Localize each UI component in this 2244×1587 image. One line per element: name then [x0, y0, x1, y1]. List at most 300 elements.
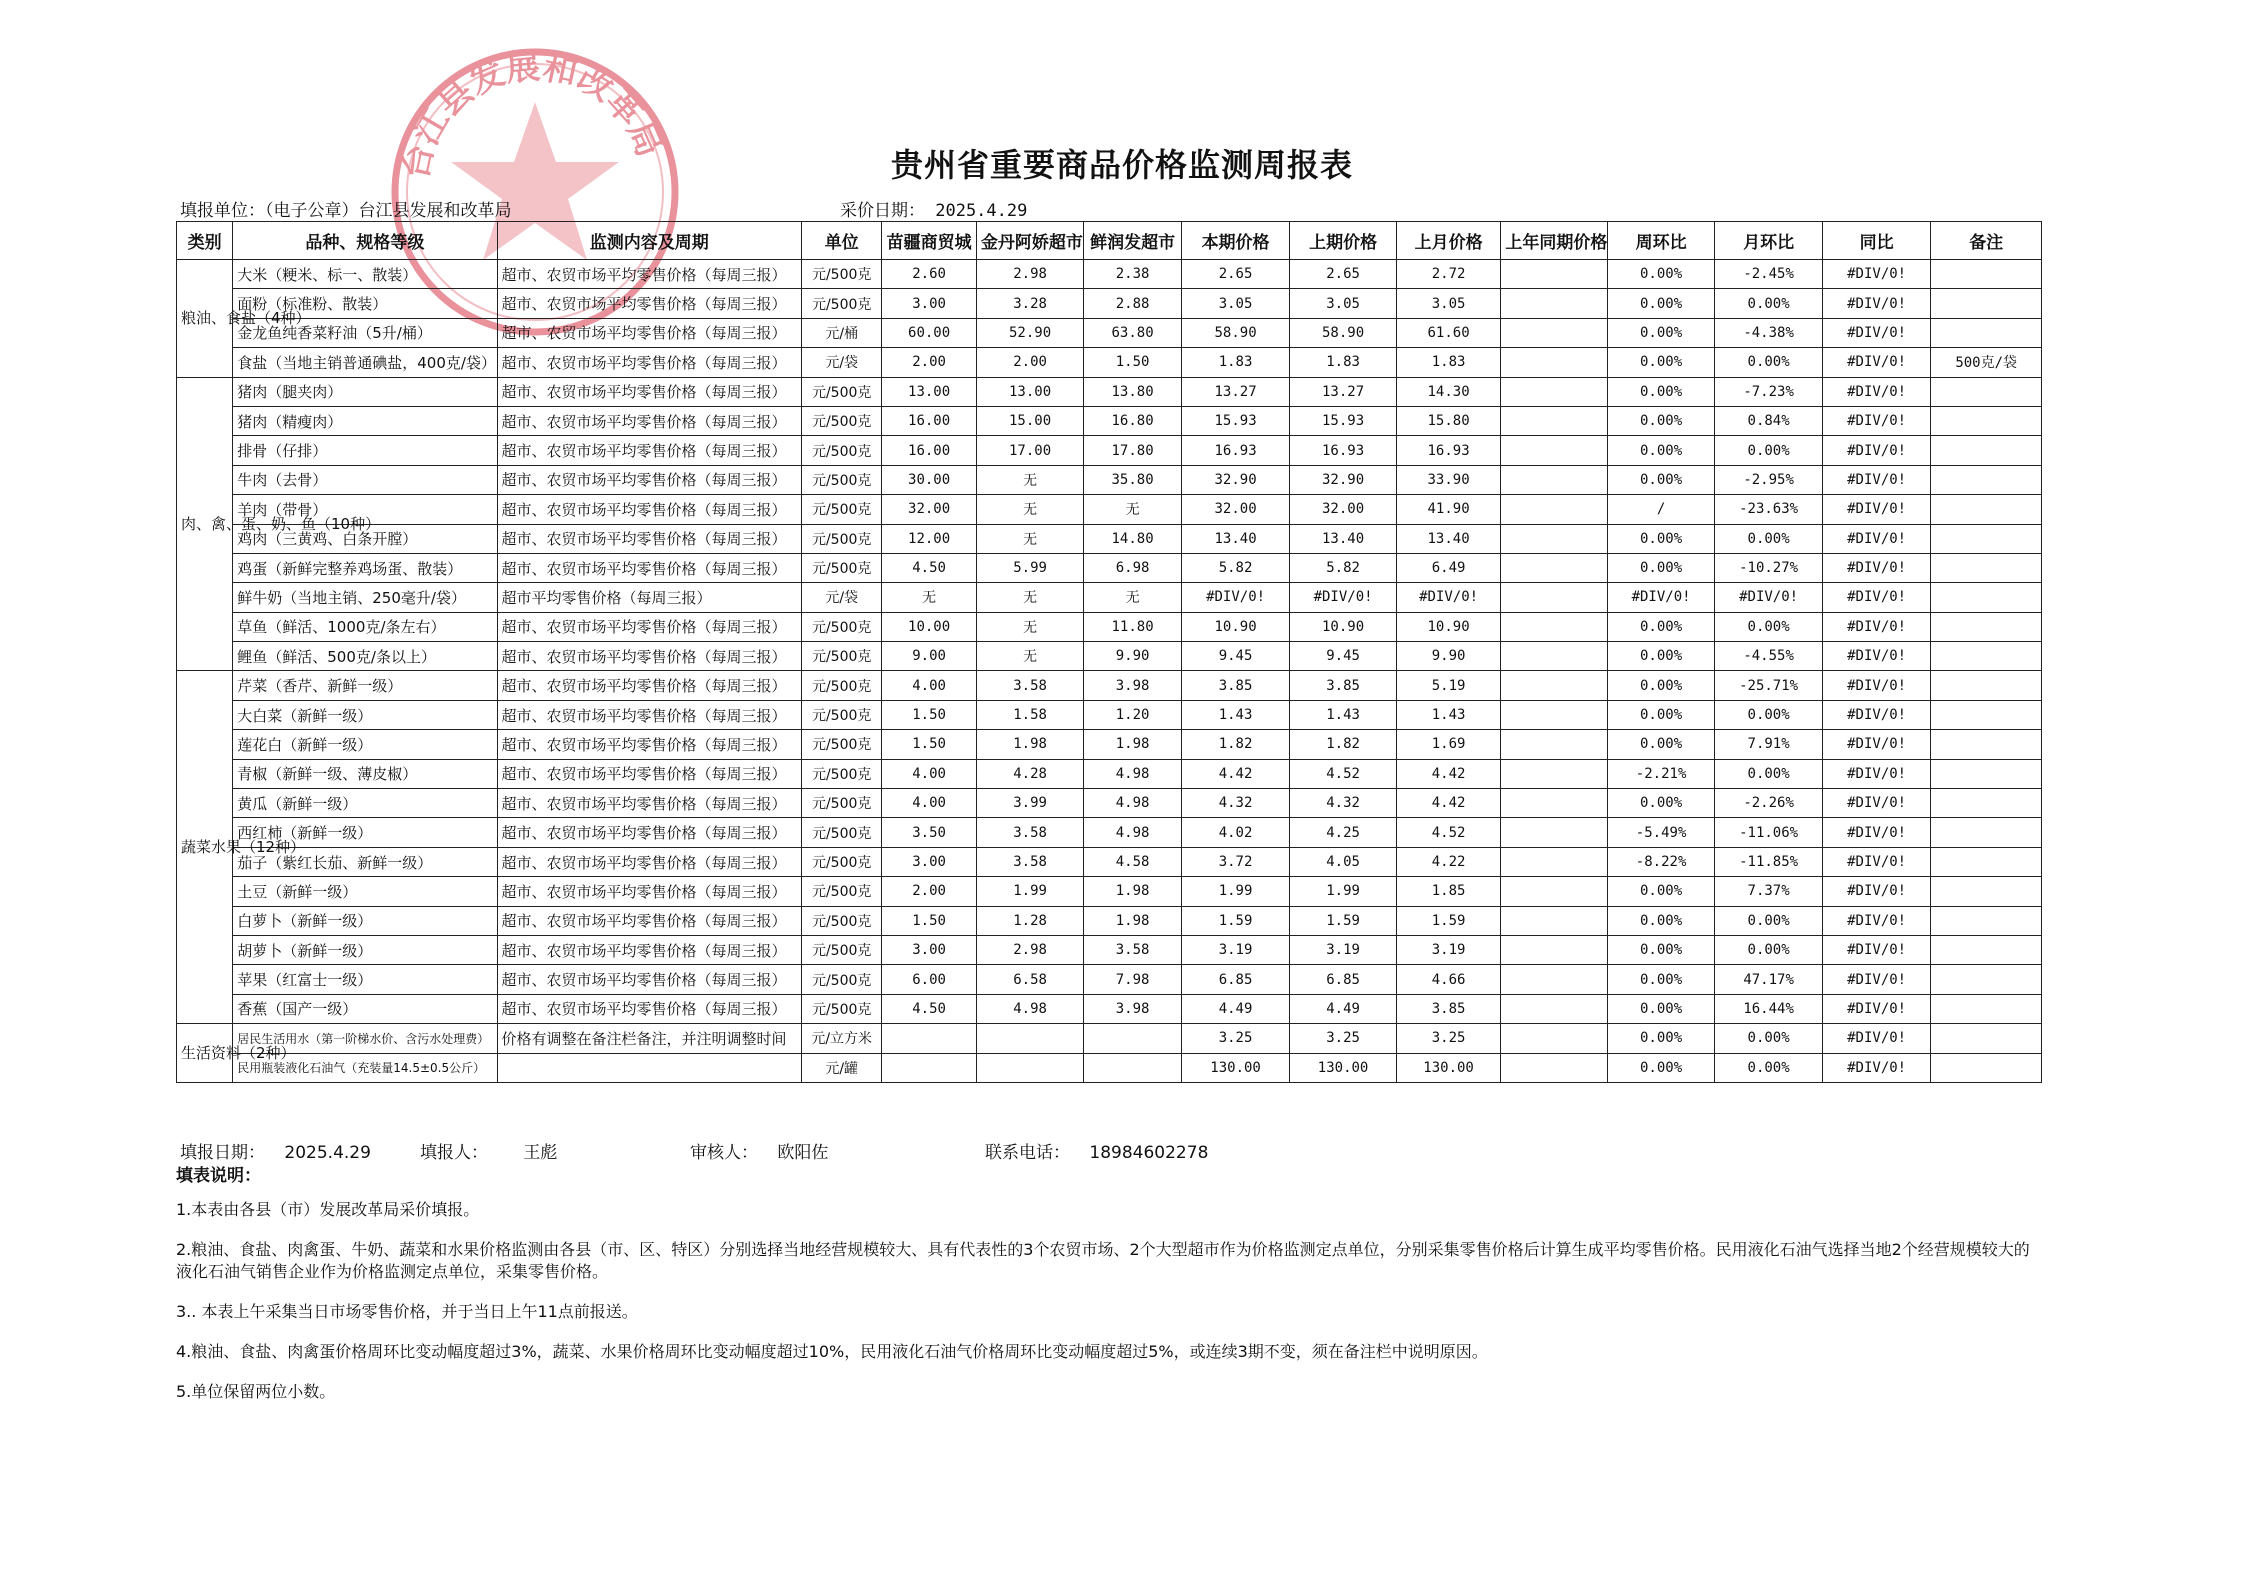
item-name: 苹果（红富士一级） [233, 965, 497, 994]
price-market-3: 1.20 [1084, 700, 1181, 729]
unit: 元/500克 [802, 847, 882, 876]
last-month-price: 5.19 [1396, 671, 1501, 700]
last-month-price: 1.69 [1396, 730, 1501, 759]
last-year-price [1501, 553, 1608, 582]
current-price: 13.27 [1181, 377, 1290, 406]
unit: 元/500克 [802, 818, 882, 847]
week-change: 0.00% [1607, 524, 1715, 553]
table-row [177, 289, 2042, 318]
price-market-3: 1.50 [1084, 348, 1181, 377]
remarks [1931, 994, 2042, 1023]
price-market-2: 3.99 [976, 789, 1084, 818]
instruction-item: 1.本表由各县（市）发展改革局采价填报。 [176, 1200, 480, 1219]
year-change: #DIV/0! [1822, 318, 1931, 347]
item-name: 鲜牛奶（当地主销、250毫升/袋） [233, 583, 497, 612]
month-change: -2.95% [1715, 465, 1823, 494]
month-change: -10.27% [1715, 553, 1823, 582]
price-market-3: 7.98 [1084, 965, 1181, 994]
unit: 元/500克 [802, 495, 882, 524]
year-change: #DIV/0! [1822, 965, 1931, 994]
price-market-2: 17.00 [976, 436, 1084, 465]
last-month-price: 14.30 [1396, 377, 1501, 406]
page-title: 贵州省重要商品价格监测周报表 [890, 146, 1353, 184]
item-name: 青椒（新鲜一级、薄皮椒） [233, 759, 497, 788]
current-price: 32.00 [1181, 495, 1290, 524]
previous-price: 4.49 [1290, 994, 1397, 1023]
table-row [177, 877, 2042, 906]
last-year-price [1501, 847, 1608, 876]
price-market-2: 1.99 [976, 877, 1084, 906]
item-name: 西红柿（新鲜一级） [233, 818, 497, 847]
price-market-2: 3.58 [976, 671, 1084, 700]
monitor-content: 超市平均零售价格（每周三报） [497, 583, 801, 612]
remarks [1931, 406, 2042, 435]
unit: 元/立方米 [802, 1024, 882, 1053]
table-row [177, 348, 2042, 377]
month-change: 0.00% [1715, 906, 1823, 935]
table-row [177, 759, 2042, 788]
unit: 元/500克 [802, 994, 882, 1023]
col-month-change: 月环比 [1715, 222, 1823, 260]
col-market-3: 鲜润发超市 [1084, 222, 1181, 260]
price-market-1: 12.00 [882, 524, 976, 553]
table-header-row [177, 222, 2042, 260]
last-month-price: 3.85 [1396, 994, 1501, 1023]
previous-price: 13.40 [1290, 524, 1397, 553]
instruction-item: 4.粮油、食盐、肉禽蛋价格周环比变动幅度超过3%，蔬菜、水果价格周环比变动幅度超过10%，民用液化石油气价格周环比变动幅度超过5%，或连续3期不变，须在备注栏中说明原因。 [176, 1342, 1488, 1361]
previous-price: 4.25 [1290, 818, 1397, 847]
price-market-3: 无 [1084, 583, 1181, 612]
unit: 元/500克 [802, 935, 882, 964]
price-market-3: 4.98 [1084, 818, 1181, 847]
last-year-price [1501, 612, 1608, 641]
previous-price: 1.59 [1290, 906, 1397, 935]
previous-price: 2.65 [1290, 260, 1397, 289]
footer-phone [985, 1138, 1208, 1163]
previous-price: 32.90 [1290, 465, 1397, 494]
month-change: 0.00% [1715, 612, 1823, 641]
unit: 元/袋 [802, 348, 882, 377]
monitor-content: 超市、农贸市场平均零售价格（每周三报） [497, 260, 801, 289]
remarks [1931, 465, 2042, 494]
last-month-price: 1.83 [1396, 348, 1501, 377]
month-change: -11.85% [1715, 847, 1823, 876]
remarks [1931, 289, 2042, 318]
current-price: 1.82 [1181, 730, 1290, 759]
reviewer-value: 欧阳佐 [777, 1143, 829, 1163]
unit: 元/500克 [802, 436, 882, 465]
last-month-price: 3.05 [1396, 289, 1501, 318]
year-change: #DIV/0! [1822, 406, 1931, 435]
previous-price: 5.82 [1290, 553, 1397, 582]
monitor-content: 超市、农贸市场平均零售价格（每周三报） [497, 935, 801, 964]
remarks [1931, 965, 2042, 994]
item-name: 芹菜（香芹、新鲜一级） [233, 671, 497, 700]
last-year-price [1501, 730, 1608, 759]
previous-price: 1.82 [1290, 730, 1397, 759]
price-market-3: 35.80 [1084, 465, 1181, 494]
week-change: 0.00% [1607, 877, 1715, 906]
table-row [177, 1053, 2042, 1082]
current-price: 4.42 [1181, 759, 1290, 788]
table-row [177, 377, 2042, 406]
current-price: 3.05 [1181, 289, 1290, 318]
month-change: -4.55% [1715, 642, 1823, 671]
unit: 元/500克 [802, 671, 882, 700]
fill-date-label: 填报日期： [180, 1143, 265, 1163]
svg-text:台江县发展和改革局: 台江县发展和改革局 [395, 46, 670, 183]
week-change: 0.00% [1607, 260, 1715, 289]
footer-filler [420, 1138, 557, 1163]
remarks [1931, 495, 2042, 524]
item-name: 黄瓜（新鲜一级） [233, 789, 497, 818]
week-change: 0.00% [1607, 436, 1715, 465]
last-month-price: 4.42 [1396, 789, 1501, 818]
last-year-price [1501, 377, 1608, 406]
monitor-content: 超市、农贸市场平均零售价格（每周三报） [497, 348, 801, 377]
unit: 元/桶 [802, 318, 882, 347]
last-month-price: 4.66 [1396, 965, 1501, 994]
price-market-2: 15.00 [976, 406, 1084, 435]
month-change: 0.84% [1715, 406, 1823, 435]
unit: 元/500克 [802, 406, 882, 435]
week-change: 0.00% [1607, 642, 1715, 671]
last-month-price: 15.80 [1396, 406, 1501, 435]
col-remarks: 备注 [1931, 222, 2042, 260]
last-month-price: 3.25 [1396, 1024, 1501, 1053]
week-change: 0.00% [1607, 289, 1715, 318]
week-change: 0.00% [1607, 377, 1715, 406]
instructions-heading: 填表说明： [176, 1166, 261, 1186]
price-market-1: 1.50 [882, 906, 976, 935]
current-price: 15.93 [1181, 406, 1290, 435]
price-market-3: 9.90 [1084, 642, 1181, 671]
last-year-price [1501, 700, 1608, 729]
last-year-price [1501, 1024, 1608, 1053]
last-year-price [1501, 789, 1608, 818]
price-market-1: 3.00 [882, 847, 976, 876]
item-name: 鸡肉（三黄鸡、白条开膛） [233, 524, 497, 553]
week-change: 0.00% [1607, 406, 1715, 435]
table-body [177, 260, 2042, 1083]
price-market-3: 1.98 [1084, 877, 1181, 906]
price-market-1: 4.00 [882, 789, 976, 818]
unit: 元/500克 [802, 906, 882, 935]
price-market-3: 2.88 [1084, 289, 1181, 318]
previous-price: 10.90 [1290, 612, 1397, 641]
current-price: 3.72 [1181, 847, 1290, 876]
previous-price: 3.19 [1290, 935, 1397, 964]
monitor-content: 超市、农贸市场平均零售价格（每周三报） [497, 612, 801, 641]
monitor-content: 超市、农贸市场平均零售价格（每周三报） [497, 789, 801, 818]
table-row [177, 495, 2042, 524]
month-change: 0.00% [1715, 289, 1823, 318]
month-change: 0.00% [1715, 436, 1823, 465]
current-price: 1.59 [1181, 906, 1290, 935]
current-price: 4.49 [1181, 994, 1290, 1023]
week-change: 0.00% [1607, 935, 1715, 964]
table-row [177, 789, 2042, 818]
current-price: 5.82 [1181, 553, 1290, 582]
last-year-price [1501, 877, 1608, 906]
week-change: #DIV/0! [1607, 583, 1715, 612]
monitor-content: 超市、农贸市场平均零售价格（每周三报） [497, 436, 801, 465]
current-price: 1.83 [1181, 348, 1290, 377]
last-month-price: 13.40 [1396, 524, 1501, 553]
previous-price: #DIV/0! [1290, 583, 1397, 612]
month-change: 0.00% [1715, 524, 1823, 553]
table-row [177, 994, 2042, 1023]
week-change: 0.00% [1607, 965, 1715, 994]
unit: 元/500克 [802, 877, 882, 906]
footer-fill-date [180, 1138, 371, 1163]
monitor-content: 超市、农贸市场平均零售价格（每周三报） [497, 318, 801, 347]
col-market-1: 苗疆商贸城 [882, 222, 976, 260]
last-year-price [1501, 348, 1608, 377]
category-cell: 粮油、食盐（4种） [177, 260, 233, 378]
current-price: #DIV/0! [1181, 583, 1290, 612]
week-change: 0.00% [1607, 318, 1715, 347]
month-change: -25.71% [1715, 671, 1823, 700]
last-month-price: 3.19 [1396, 935, 1501, 964]
week-change: -5.49% [1607, 818, 1715, 847]
last-year-price [1501, 495, 1608, 524]
week-change: 0.00% [1607, 730, 1715, 759]
year-change: #DIV/0! [1822, 348, 1931, 377]
last-year-price [1501, 436, 1608, 465]
previous-price: 4.52 [1290, 759, 1397, 788]
last-month-price: 1.85 [1396, 877, 1501, 906]
month-change: 0.00% [1715, 1024, 1823, 1053]
week-change: 0.00% [1607, 1053, 1715, 1082]
unit: 元/500克 [802, 759, 882, 788]
month-change: -4.38% [1715, 318, 1823, 347]
item-name: 猪肉（精瘦肉） [233, 406, 497, 435]
monitor-content: 价格有调整在备注栏备注，并注明调整时间 [497, 1024, 801, 1053]
remarks [1931, 730, 2042, 759]
col-unit: 单位 [802, 222, 882, 260]
last-month-price: 6.49 [1396, 553, 1501, 582]
reviewer-label: 审核人： [690, 1143, 758, 1163]
previous-price: 3.85 [1290, 671, 1397, 700]
col-market-2: 金丹阿娇超市 [976, 222, 1084, 260]
previous-price: 15.93 [1290, 406, 1397, 435]
price-market-2: 无 [976, 583, 1084, 612]
remarks [1931, 553, 2042, 582]
category-cell: 蔬菜水果（12种） [177, 671, 233, 1024]
price-market-2: 3.58 [976, 847, 1084, 876]
price-market-3: 3.98 [1084, 671, 1181, 700]
table-row [177, 553, 2042, 582]
unit: 元/罐 [802, 1053, 882, 1082]
previous-price: 1.99 [1290, 877, 1397, 906]
col-monitor: 监测内容及周期 [497, 222, 801, 260]
monitor-content: 超市、农贸市场平均零售价格（每周三报） [497, 818, 801, 847]
table-row [177, 524, 2042, 553]
category-cell: 生活资料（2种） [177, 1024, 233, 1083]
item-name: 食盐（当地主销普通碘盐，400克/袋） [233, 348, 497, 377]
col-item: 品种、规格等级 [233, 222, 497, 260]
previous-price: 4.32 [1290, 789, 1397, 818]
current-price: 9.45 [1181, 642, 1290, 671]
month-change: -2.45% [1715, 260, 1823, 289]
year-change: #DIV/0! [1822, 906, 1931, 935]
table-row [177, 318, 2042, 347]
year-change: #DIV/0! [1822, 994, 1931, 1023]
unit: 元/500克 [802, 553, 882, 582]
phone-value: 18984602278 [1089, 1143, 1209, 1163]
last-year-price [1501, 406, 1608, 435]
current-price: 32.90 [1181, 465, 1290, 494]
week-change: 0.00% [1607, 671, 1715, 700]
month-change: 0.00% [1715, 935, 1823, 964]
week-change: 0.00% [1607, 906, 1715, 935]
price-market-3: 4.98 [1084, 759, 1181, 788]
year-change: #DIV/0! [1822, 289, 1931, 318]
table-row [177, 406, 2042, 435]
price-market-2: 无 [976, 642, 1084, 671]
price-market-2: 6.58 [976, 965, 1084, 994]
monitor-content: 超市、农贸市场平均零售价格（每周三报） [497, 406, 801, 435]
monitor-content: 超市、农贸市场平均零售价格（每周三报） [497, 553, 801, 582]
table-row [177, 642, 2042, 671]
item-name: 民用瓶装液化石油气（充装量14.5±0.5公斤） [233, 1053, 497, 1082]
year-change: #DIV/0! [1822, 465, 1931, 494]
col-year-change: 同比 [1822, 222, 1931, 260]
month-change: -7.23% [1715, 377, 1823, 406]
price-market-1: 16.00 [882, 436, 976, 465]
year-change: #DIV/0! [1822, 847, 1931, 876]
previous-price: 4.05 [1290, 847, 1397, 876]
footer-reviewer [690, 1138, 828, 1163]
unit: 元/500克 [802, 524, 882, 553]
item-name: 猪肉（腿夹肉） [233, 377, 497, 406]
remarks: 500克/袋 [1931, 348, 2042, 377]
year-change: #DIV/0! [1822, 612, 1931, 641]
last-year-price [1501, 906, 1608, 935]
current-price: 4.32 [1181, 789, 1290, 818]
month-change: 0.00% [1715, 700, 1823, 729]
year-change: #DIV/0! [1822, 377, 1931, 406]
week-change: 0.00% [1607, 612, 1715, 641]
price-market-3: 16.80 [1084, 406, 1181, 435]
price-market-1: 1.50 [882, 700, 976, 729]
col-previous: 上期价格 [1290, 222, 1397, 260]
price-market-3 [1084, 1053, 1181, 1082]
current-price: 2.65 [1181, 260, 1290, 289]
previous-price: 58.90 [1290, 318, 1397, 347]
unit: 元/500克 [802, 965, 882, 994]
unit: 元/袋 [802, 583, 882, 612]
year-change: #DIV/0! [1822, 260, 1931, 289]
price-market-1: 4.00 [882, 671, 976, 700]
col-last-month: 上月价格 [1396, 222, 1501, 260]
price-market-3: 3.98 [1084, 994, 1181, 1023]
price-market-1: 无 [882, 583, 976, 612]
price-market-3: 13.80 [1084, 377, 1181, 406]
category-cell: 肉、禽、蛋、奶、鱼（10种） [177, 377, 233, 671]
remarks [1931, 877, 2042, 906]
price-market-2: 2.00 [976, 348, 1084, 377]
item-name: 大米（粳米、标一、散装） [233, 260, 497, 289]
monitor-content: 超市、农贸市场平均零售价格（每周三报） [497, 642, 801, 671]
year-change: #DIV/0! [1822, 583, 1931, 612]
last-year-price [1501, 583, 1608, 612]
price-market-2: 4.28 [976, 759, 1084, 788]
previous-price: 3.25 [1290, 1024, 1397, 1053]
table-row [177, 700, 2042, 729]
table-row [177, 935, 2042, 964]
price-market-1: 30.00 [882, 465, 976, 494]
fill-date-value: 2025.4.29 [284, 1143, 371, 1163]
current-price: 6.85 [1181, 965, 1290, 994]
price-market-1: 3.50 [882, 818, 976, 847]
price-market-1: 13.00 [882, 377, 976, 406]
item-name: 金龙鱼纯香菜籽油（5升/桶） [233, 318, 497, 347]
price-market-1: 10.00 [882, 612, 976, 641]
item-name: 排骨（仔排） [233, 436, 497, 465]
table-row [177, 671, 2042, 700]
price-market-3 [1084, 1024, 1181, 1053]
year-change: #DIV/0! [1822, 789, 1931, 818]
week-change: -8.22% [1607, 847, 1715, 876]
item-name: 草鱼（鲜活、1000克/条左右） [233, 612, 497, 641]
week-change: 0.00% [1607, 700, 1715, 729]
item-name: 香蕉（国产一级） [233, 994, 497, 1023]
monitor-content: 超市、农贸市场平均零售价格（每周三报） [497, 671, 801, 700]
monitor-content: 超市、农贸市场平均零售价格（每周三报） [497, 289, 801, 318]
year-change: #DIV/0! [1822, 436, 1931, 465]
unit: 元/500克 [802, 260, 882, 289]
last-year-price [1501, 289, 1608, 318]
unit: 元/500克 [802, 642, 882, 671]
current-price: 3.85 [1181, 671, 1290, 700]
year-change: #DIV/0! [1822, 1053, 1931, 1082]
year-change: #DIV/0! [1822, 671, 1931, 700]
price-market-3: 17.80 [1084, 436, 1181, 465]
table-row [177, 465, 2042, 494]
price-market-3: 2.38 [1084, 260, 1181, 289]
price-market-1 [882, 1053, 976, 1082]
week-change: 0.00% [1607, 348, 1715, 377]
year-change: #DIV/0! [1822, 759, 1931, 788]
current-price: 1.99 [1181, 877, 1290, 906]
remarks [1931, 524, 2042, 553]
year-change: #DIV/0! [1822, 642, 1931, 671]
price-market-2: 1.98 [976, 730, 1084, 759]
monitor-content: 超市、农贸市场平均零售价格（每周三报） [497, 965, 801, 994]
remarks [1931, 436, 2042, 465]
year-change: #DIV/0! [1822, 700, 1931, 729]
table-row [177, 818, 2042, 847]
price-market-2: 1.28 [976, 906, 1084, 935]
monitor-content: 超市、农贸市场平均零售价格（每周三报） [497, 700, 801, 729]
phone-label: 联系电话： [985, 1143, 1070, 1163]
price-market-3: 14.80 [1084, 524, 1181, 553]
remarks [1931, 935, 2042, 964]
monitor-content: 超市、农贸市场平均零售价格（每周三报） [497, 495, 801, 524]
current-price: 58.90 [1181, 318, 1290, 347]
current-price: 13.40 [1181, 524, 1290, 553]
price-market-2 [976, 1024, 1084, 1053]
item-name: 白萝卜（新鲜一级） [233, 906, 497, 935]
price-market-2: 3.28 [976, 289, 1084, 318]
remarks [1931, 318, 2042, 347]
week-change: 0.00% [1607, 1024, 1715, 1053]
col-category: 类别 [177, 222, 233, 260]
instructions [176, 1165, 2042, 1421]
price-market-1: 9.00 [882, 642, 976, 671]
